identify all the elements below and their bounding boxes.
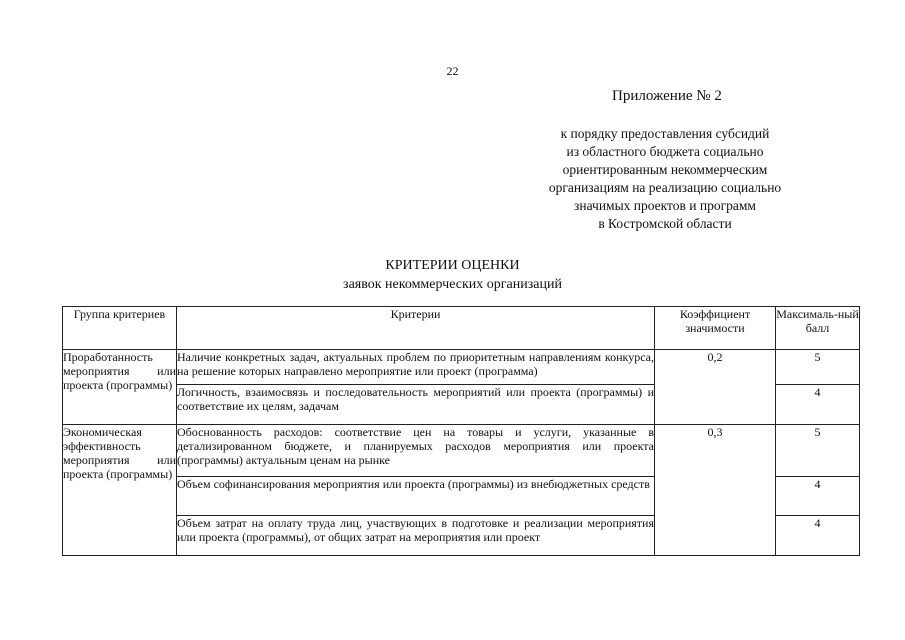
max-score: 4 (776, 385, 860, 425)
appendix-line: организациям на реализацию социально (548, 180, 782, 195)
criterion-text: Объем затрат на оплату труда лиц, участвующих в подготовке и реализации мероприятия или проекта (программы), от общих затрат на мероприятия или проект (177, 516, 655, 556)
coefficient-value: 0,2 (655, 350, 776, 425)
max-score: 4 (776, 477, 860, 516)
max-score: 5 (776, 425, 860, 477)
criterion-text: Обоснованность расходов: соответствие цен на товары и услуги, указанные в детализированном бюджете, и планируемых расходов мероприятия или проекта (программы) актуальным ценам на рынке (177, 425, 655, 477)
group-name: Проработанность мероприятия или проекта (программы) (63, 350, 177, 425)
appendix-line: в Костромской области (598, 216, 732, 231)
header-group: Группа критериев (63, 307, 177, 350)
page-number: 22 (446, 64, 459, 78)
coefficient-value: 0,3 (655, 425, 776, 556)
criterion-text: Логичность, взаимосвязь и последовательность мероприятий или проекта (программы) и соответствие их целям, задачам (177, 385, 655, 425)
appendix-title: Приложение № 2 (612, 88, 722, 104)
table-row (63, 425, 860, 477)
appendix-line: значимых проектов и программ (574, 198, 756, 213)
document-title: КРИТЕРИИ ОЦЕНКИ (385, 258, 520, 273)
group-name: Экономическая эффективность мероприятия или проекта (программы) (63, 425, 177, 556)
appendix-line: ориентированным некоммерческим (562, 162, 768, 177)
appendix-subtitle (510, 125, 820, 233)
criterion-text: Наличие конкретных задач, актуальных проблем по приоритетным направлениям конкурса, на решение которых направлено мероприятие или проект (программа) (177, 350, 655, 385)
document-subtitle: заявок некоммерческих организаций (343, 277, 562, 292)
criterion-text: Объем софинансирования мероприятия или проекта (программы) из внебюджетных средств (177, 477, 655, 516)
header-coefficient: Коэффициент значимости (655, 307, 776, 350)
max-score: 5 (776, 350, 860, 385)
table-header-row (63, 307, 860, 350)
max-score: 4 (776, 516, 860, 556)
header-max-score: Максималь-ный балл (776, 307, 860, 350)
appendix-line: из областного бюджета социально (566, 144, 764, 159)
criteria-table (62, 306, 860, 556)
appendix-line: к порядку предоставления субсидий (560, 126, 770, 141)
header-criteria: Критерии (177, 307, 655, 350)
table-row (63, 350, 860, 385)
